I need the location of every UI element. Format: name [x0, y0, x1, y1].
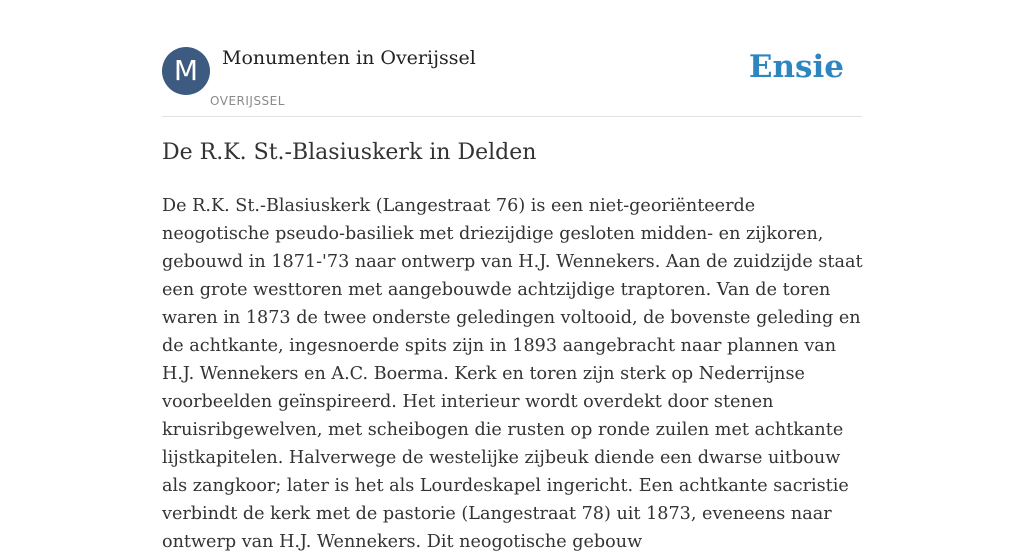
- article-body: De R.K. St.-Blasiuskerk (Langestraat 76) is een niet-georiënteerde neogotische pseudo-basiliek met driezijdige gesloten midden- en zijkoren, gebouwd in 1871-'73 naar ontwerp van H.J. Wennekers. Aan de zuidzijde staat een grote westtoren met aangebouwde achtzijdige traptoren. Van de toren waren in 1873 de twee onderste geledingen voltooid, de bovenste geleding en de achtkante, ingesnoerde spits zijn in 1893 aangebracht naar plannen van H.J. Wennekers en A.C. Boerma. Kerk en toren zijn sterk op Nederrijnse voorbeelden geïnspireerd. Het interieur wordt overdekt door stenen kruisribgewelven, met scheibogen die rusten op ronde zuilen met achtkante lijstkapitelen. Halverwege de westelijke zijbeuk diende een dwarse uitbouw als zangkoor; later is het als Lourdeskapel ingericht. Een achtkante sacristie verbindt de kerk met de pastorie (Langestraat 78) uit 1873, eveneens naar ontwerp van H.J. Wennekers. Dit neogotische gebouw: [162, 196, 863, 552]
- ensie-logo[interactable]: Ensie: [748, 49, 844, 85]
- publication-header: [162, 47, 862, 117]
- publication-name[interactable]: Monumenten in Overijssel: [222, 47, 476, 69]
- publication-region[interactable]: OVERIJSSEL: [210, 94, 285, 108]
- article-title: De R.K. St.-Blasiuskerk in Delden: [162, 140, 537, 165]
- publication-avatar[interactable]: M: [162, 47, 210, 95]
